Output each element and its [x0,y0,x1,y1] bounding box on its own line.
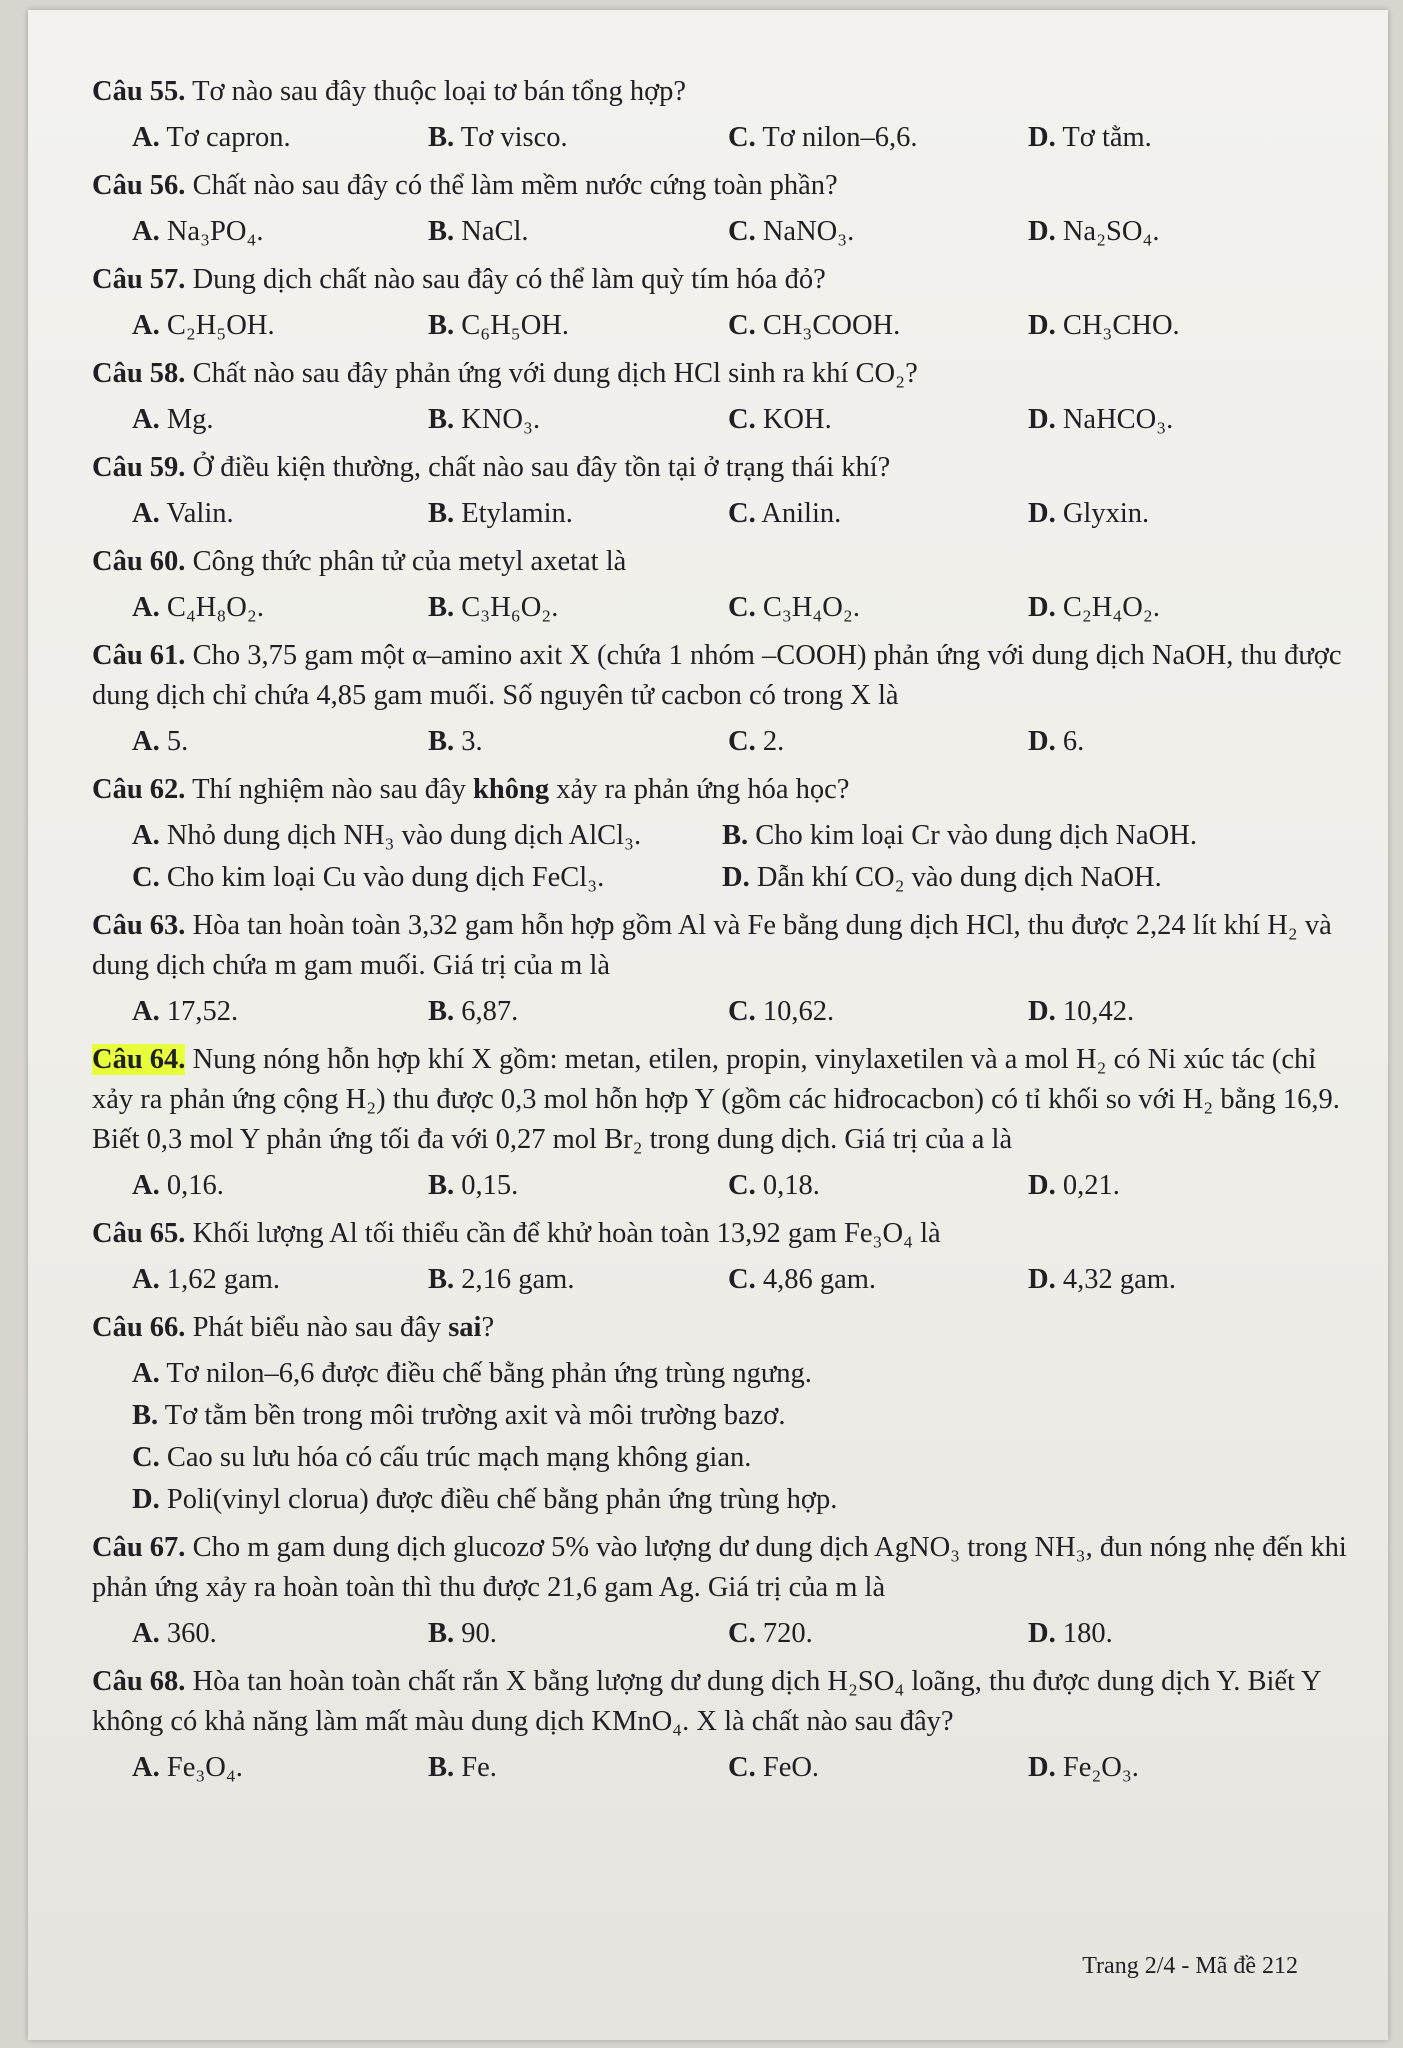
option-letter: D. [1028,996,1056,1027]
option-b [428,1614,728,1654]
option-letter: C. [728,1752,756,1783]
option-text: 10,62. [762,996,835,1027]
options-row [132,118,1352,158]
option-c [132,1438,1352,1478]
option-text: C₂H₅OH. [166,310,275,341]
option-text: Anilin. [761,498,842,529]
option-text: Cho kim loại Cu vào dung dịch FeCl₃. [166,862,605,893]
option-b [428,1166,728,1206]
question-stem [92,770,1352,810]
option-text: Fe₂O₃. [1062,1752,1139,1783]
option-b [722,816,1197,856]
question-text: Ở điều kiện thường, chất nào sau đây tồn tại ở trạng thái khí? [192,452,891,483]
option-text: 2. [762,726,785,757]
question-number: Câu 63. [92,910,186,941]
question-stem [92,1528,1352,1608]
option-letter: B. [428,592,455,623]
option-a [132,816,722,856]
option-letter: A. [132,310,160,341]
question-stem [92,1662,1352,1742]
option-c [728,1166,1028,1206]
options-row [132,722,1352,762]
question-number: Câu 68. [92,1666,186,1697]
option-d [1028,992,1134,1032]
option-letter: C. [728,1170,756,1201]
option-a [132,722,428,762]
option-letter: C. [132,862,160,893]
question-number: Câu 55. [92,76,186,107]
option-c [728,1614,1028,1654]
option-text: Cho kim loại Cr vào dung dịch NaOH. [755,820,1197,851]
question-number: Câu 60. [92,546,186,577]
question-55 [92,72,1352,158]
option-text: FeO. [762,1752,820,1783]
question-text: Dung dịch chất nào sau đây có thể làm quỳ tím hóa đỏ? [192,264,826,295]
option-text: C₂H₄O₂. [1062,592,1160,623]
option-letter: D. [1028,1618,1056,1649]
option-letter: B. [428,122,455,153]
question-number-highlighted: Câu 64. [92,1044,186,1075]
question-text: Chất nào sau đây có thể làm mềm nước cứng toàn phần? [192,170,838,201]
option-letter: A. [132,1264,160,1295]
option-d [1028,306,1180,346]
option-a [132,1748,428,1788]
option-letter: D. [1028,122,1056,153]
option-letter: C. [132,1442,160,1473]
question-stem [92,906,1352,986]
option-d [1028,400,1173,440]
option-letter: A. [132,404,160,435]
option-b [428,722,728,762]
option-text: NaCl. [461,216,529,247]
option-letter: D. [1028,216,1056,247]
options-row [132,1166,1352,1206]
option-text: NaNO₃. [762,216,855,247]
option-text: Valin. [166,498,234,529]
question-stem [92,636,1352,716]
option-letter: D. [1028,498,1056,529]
option-letter: C. [728,1618,756,1649]
option-b [132,1396,1352,1436]
option-a [132,494,428,534]
option-letter: C. [728,122,756,153]
option-c [728,400,1028,440]
question-number: Câu 56. [92,170,186,201]
option-letter: B. [428,1264,455,1295]
option-c [728,1260,1028,1300]
option-letter: A. [132,996,160,1027]
option-letter: C. [728,592,756,623]
page-footer: Trang 2/4 - Mã đề 212 [1082,1953,1298,1979]
option-text: 360. [166,1618,217,1649]
option-c [728,118,1028,158]
options-row [132,1260,1352,1300]
option-letter: B. [428,310,455,341]
question-67 [92,1528,1352,1654]
option-letter: D. [1028,1264,1056,1295]
option-text: Tơ nilon–6,6. [762,122,918,153]
options-row [132,306,1352,346]
question-number: Câu 61. [92,640,186,671]
options-row [132,588,1352,628]
option-a [132,118,428,158]
question-stem [92,260,1352,300]
question-text: Nung nóng hỗn hợp khí X gồm: metan, etilen, propin, vinylaxetilen và a mol H₂ có Ni xúc tác (chỉ xảy ra phản ứng cộng H₂) thu được 0,3 mol hỗn hợp Y (gồm các hiđrocacbon) có tỉ khối so với H₂ bằng 16,9. Biết 0,3 mol Y phản ứng tối đa với 0,27 mol Br₂ trong dung dịch. Giá trị của a là [92,1044,1340,1155]
question-stem [92,1214,1352,1254]
option-d [1028,1260,1176,1300]
option-text: Tơ tằm bền trong môi trường axit và môi trường bazơ. [164,1400,786,1431]
option-text: Tơ tằm. [1062,122,1152,153]
question-stem [92,72,1352,112]
option-text: 10,42. [1062,996,1135,1027]
option-text: 180. [1062,1618,1113,1649]
question-text: Hòa tan hoàn toàn 3,32 gam hỗn hợp gồm Al và Fe bằng dung dịch HCl, thu được 2,24 lít khí H₂ và dung dịch chứa m gam muối. Giá trị của m là [92,910,1332,981]
option-text: Na₂SO₄. [1062,216,1160,247]
question-text: Công thức phân tử của metyl axetat là [192,546,627,577]
option-text: 6,87. [461,996,519,1027]
option-d [1028,1748,1139,1788]
question-58 [92,354,1352,440]
option-letter: B. [428,996,455,1027]
question-stem [92,1308,1352,1348]
option-letter: A. [132,216,160,247]
option-a [132,1166,428,1206]
option-text: 4,32 gam. [1062,1264,1177,1295]
option-text: 6. [1062,726,1085,757]
question-62 [92,770,1352,898]
option-b [428,118,728,158]
option-d [1028,722,1084,762]
option-d [1028,588,1160,628]
option-a [132,1614,428,1654]
option-letter: A. [132,1170,160,1201]
option-letter: A. [132,592,160,623]
option-c [728,494,1028,534]
option-text: CH₃COOH. [762,310,901,341]
question-text-end: ? [481,1312,495,1343]
option-letter: B. [428,1618,455,1649]
options-row [132,212,1352,252]
option-letter: A. [132,1752,160,1783]
option-b [428,992,728,1032]
option-text: KOH. [762,404,832,435]
option-letter: A. [132,122,160,153]
options-row [132,494,1352,534]
option-c [728,306,1028,346]
option-letter: A. [132,1618,160,1649]
option-b [428,400,728,440]
option-letter: B. [428,216,455,247]
question-stem [92,1040,1352,1160]
option-text: C₄H₈O₂. [166,592,264,623]
question-text: Cho m gam dung dịch glucozơ 5% vào lượng dư dung dịch AgNO₃ trong NH₃, đun nóng nhẹ đến khi phản ứng xảy ra hoàn toàn thì thu được 21,6 gam Ag. Giá trị của m là [92,1532,1347,1603]
option-text: Mg. [166,404,214,435]
option-letter: B. [428,498,455,529]
question-text-end: xảy ra phản ứng hóa học? [549,774,850,805]
option-letter: A. [132,1358,160,1389]
option-a [132,400,428,440]
question-number: Câu 59. [92,452,186,483]
option-d [1028,212,1160,252]
option-text: Dẫn khí CO₂ vào dung dịch NaOH. [756,862,1162,893]
option-text: C₃H₆O₂. [461,592,559,623]
option-letter: D. [722,862,750,893]
options-row [132,816,1352,856]
option-letter: A. [132,726,160,757]
option-letter: C. [728,216,756,247]
option-letter: B. [428,1170,455,1201]
option-text: 0,15. [461,1170,519,1201]
options-row [132,1748,1352,1788]
option-letter: D. [1028,726,1056,757]
option-letter: B. [428,1752,455,1783]
option-text: NaHCO₃. [1062,404,1174,435]
option-d [1028,1614,1113,1654]
option-text: Etylamin. [461,498,573,529]
question-65 [92,1214,1352,1300]
question-number: Câu 66. [92,1312,186,1343]
option-letter: D. [132,1484,160,1515]
option-text: Cao su lưu hóa có cấu trúc mạch mạng không gian. [166,1442,752,1473]
option-text: Tơ visco. [460,122,568,153]
option-letter: A. [132,820,160,851]
options-row [132,858,1352,898]
option-letter: D. [1028,404,1056,435]
option-letter: C. [728,996,756,1027]
emphasis-word: sai [448,1312,482,1343]
option-text: 0,21. [1062,1170,1120,1201]
option-text: 17,52. [166,996,239,1027]
option-b [428,306,728,346]
option-letter: C. [728,404,756,435]
option-text: Fe₃O₄. [166,1752,243,1783]
option-text: 3. [461,726,483,757]
options-row [132,1614,1352,1654]
option-a [132,212,428,252]
option-text: 0,16. [166,1170,224,1201]
option-text: C₆H₅OH. [461,310,570,341]
question-59 [92,448,1352,534]
option-a [132,306,428,346]
option-letter: D. [1028,310,1056,341]
question-number: Câu 65. [92,1218,186,1249]
question-stem [92,542,1352,582]
option-text: Nhỏ dung dịch NH₃ vào dung dịch AlCl₃. [166,820,642,851]
option-b [428,1260,728,1300]
question-68 [92,1662,1352,1788]
question-number: Câu 57. [92,264,186,295]
question-text: Hòa tan hoàn toàn chất rắn X bằng lượng dư dung dịch H₂SO₄ loãng, thu được dung dịch Y. Biết Y không có khả năng làm mất màu dung dịch KMnO₄. X là chất nào sau đây? [92,1666,1321,1737]
option-c [728,1748,1028,1788]
question-61 [92,636,1352,762]
option-d [132,1480,1352,1520]
option-text: 720. [762,1618,813,1649]
question-64 [92,1040,1352,1206]
option-letter: A. [132,498,160,529]
exam-page [28,10,1388,2040]
option-text: 0,18. [762,1170,820,1201]
option-letter: C. [728,310,756,341]
question-63 [92,906,1352,1032]
option-text: Na₃PO₄. [166,216,264,247]
option-b [428,212,728,252]
option-c [728,992,1028,1032]
option-text: CH₃CHO. [1062,310,1180,341]
option-text: Tơ nilon–6,6 được điều chế bằng phản ứng trùng ngưng. [166,1358,812,1389]
question-text: Khối lượng Al tối thiểu cần để khử hoàn toàn 13,92 gam Fe₃O₄ là [192,1218,941,1249]
option-letter: C. [728,498,756,529]
option-b [428,588,728,628]
option-letter: D. [1028,1170,1056,1201]
option-letter: D. [1028,592,1056,623]
option-text: 4,86 gam. [762,1264,877,1295]
option-letter: B. [132,1400,159,1431]
option-letter: B. [428,726,455,757]
question-number: Câu 67. [92,1532,186,1563]
question-text: Chất nào sau đây phản ứng với dung dịch HCl sinh ra khí CO₂? [192,358,918,389]
option-d [722,858,1162,898]
option-letter: B. [722,820,749,851]
question-text: Tơ nào sau đây thuộc loại tơ bán tổng hợp? [192,76,687,107]
option-text: 5. [166,726,189,757]
option-text: 2,16 gam. [461,1264,575,1295]
option-a [132,1260,428,1300]
option-c [728,722,1028,762]
question-text: Phát biểu nào sau đây [192,1312,449,1343]
question-text: Thí nghiệm nào sau đây [192,774,474,805]
option-b [428,1748,728,1788]
option-a [132,588,428,628]
option-text: Fe. [461,1752,497,1783]
question-text: Cho 3,75 gam một α–amino axit X (chứa 1 nhóm –COOH) phản ứng với dung dịch NaOH, thu được dung dịch chỉ chứa 4,85 gam muối. Số nguyên tử cacbon có trong X là [92,640,1342,711]
question-57 [92,260,1352,346]
option-letter: B. [428,404,455,435]
option-letter: D. [1028,1752,1056,1783]
option-a [132,992,428,1032]
question-number: Câu 62. [92,774,186,805]
question-66 [92,1308,1352,1520]
options-row [132,992,1352,1032]
option-d [1028,118,1152,158]
option-d [1028,494,1149,534]
question-56 [92,166,1352,252]
option-a [132,1354,1352,1394]
option-c [728,212,1028,252]
option-c [132,858,722,898]
options-row [132,400,1352,440]
option-text: Tơ capron. [166,122,291,153]
option-letter: C. [728,1264,756,1295]
option-text: 90. [461,1618,497,1649]
question-stem [92,448,1352,488]
question-60 [92,542,1352,628]
option-d [1028,1166,1120,1206]
option-b [428,494,728,534]
option-letter: C. [728,726,756,757]
emphasis-word: không [473,774,550,805]
option-c [728,588,1028,628]
option-text: Glyxin. [1062,498,1150,529]
question-stem [92,354,1352,394]
option-text: 1,62 gam. [166,1264,281,1295]
question-list [92,72,1352,1796]
question-number: Câu 58. [92,358,186,389]
option-text: C₃H₄O₂. [762,592,860,623]
option-text: KNO₃. [461,404,541,435]
option-text: Poli(vinyl clorua) được điều chế bằng phản ứng trùng hợp. [166,1484,838,1515]
question-stem [92,166,1352,206]
